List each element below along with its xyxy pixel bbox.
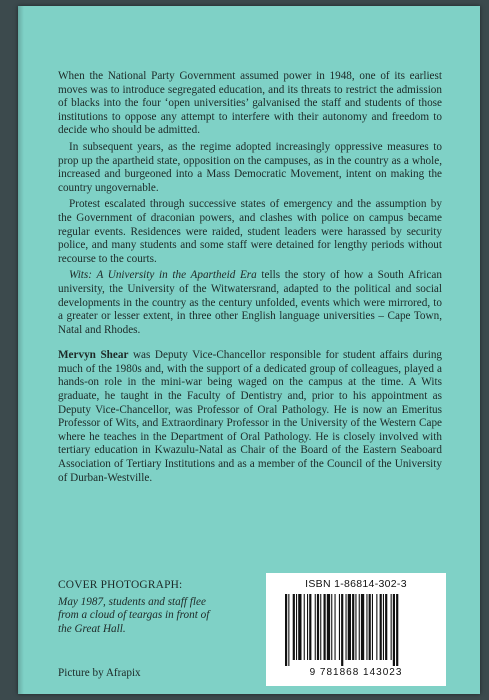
isbn-text: ISBN 1-86814-302-3 bbox=[305, 578, 407, 590]
author-bio bbox=[58, 349, 442, 485]
blurb-paragraph-1: When the National Party Government assumed power in 1948, one of its earliest moves was to introduce segregated education, and its threats to restrict the admission of blacks into the four ‘open universities’ galvanised the staff and students of those institutions to oppose any attempt to interfere with their autonomy and freedom to decide who should be admitted. bbox=[58, 70, 442, 137]
barcode-icon bbox=[281, 594, 431, 666]
blurb-paragraph-2: In subsequent years, as the regime adopted increasingly oppressive measures to prop up the apartheid state, opposition on the campuses, as in the country as a whole, increased and burgeoned into a Mass Democratic Movement, intent on making the country ungovernable. bbox=[58, 140, 442, 194]
barcode-digits: 9 781868 143023 bbox=[309, 667, 403, 678]
cover-photo-note bbox=[58, 579, 218, 636]
author-bio-text: was Deputy Vice-Chancellor responsible for student affairs during much of the 1980s and, with the support of a dedicated group of colleagues, played a hands-on role in the mini-war being waged on the campus at the time. A Wits graduate, he taught in the Faculty of Dentistry and, prior to his appointment as Deputy Vice-Chancellor, was Professor of Oral Pathology. He is now an Emeritus Professor of Wits, and Extraordinary Professor in the University of the Western Cape where he teaches in the Department of Oral Pathology. He is closely involved with tertiary education in Kwazulu-Natal as Chair of the Board of the Eastern Seaboard Association of Tertiary Institutions and as a member of the Council of the University of Durban-Westville. bbox=[58, 349, 443, 484]
cover-photo-title: COVER PHOTOGRAPH: bbox=[58, 579, 183, 591]
book-title: Wits: A University in the Apartheid Era bbox=[69, 269, 257, 282]
spine-shadow bbox=[18, 6, 24, 694]
author-name: Mervyn Shear bbox=[58, 349, 129, 362]
barcode-box bbox=[266, 573, 446, 686]
blurb-paragraph-3: Protest escalated through successive states of emergency and the assumption by the Government of draconian powers, and clashes with police on campus became regular events. Residences were raided, student leaders were harassed by security police, and many students and some staff were detained for lengthy periods without recourse to the courts. bbox=[58, 198, 442, 265]
blurb-paragraph-4-text: tells the story of how a South African university, the University of the Witwatersrand, adapted to the political and social developments in the country as the century unfolded, events which were mirrored, to a greater or lesser extent, in three other English language universities – Cape Town, Natal and Rhodes. bbox=[58, 269, 442, 336]
cover-photo-caption: May 1987, students and staff flee from a cloud of teargas in front of the Great Hall. bbox=[58, 595, 210, 635]
back-cover bbox=[18, 6, 480, 694]
picture-credit: Picture by Afrapix bbox=[58, 667, 141, 679]
blurb-paragraph-4 bbox=[58, 269, 442, 337]
blurb bbox=[58, 70, 442, 488]
